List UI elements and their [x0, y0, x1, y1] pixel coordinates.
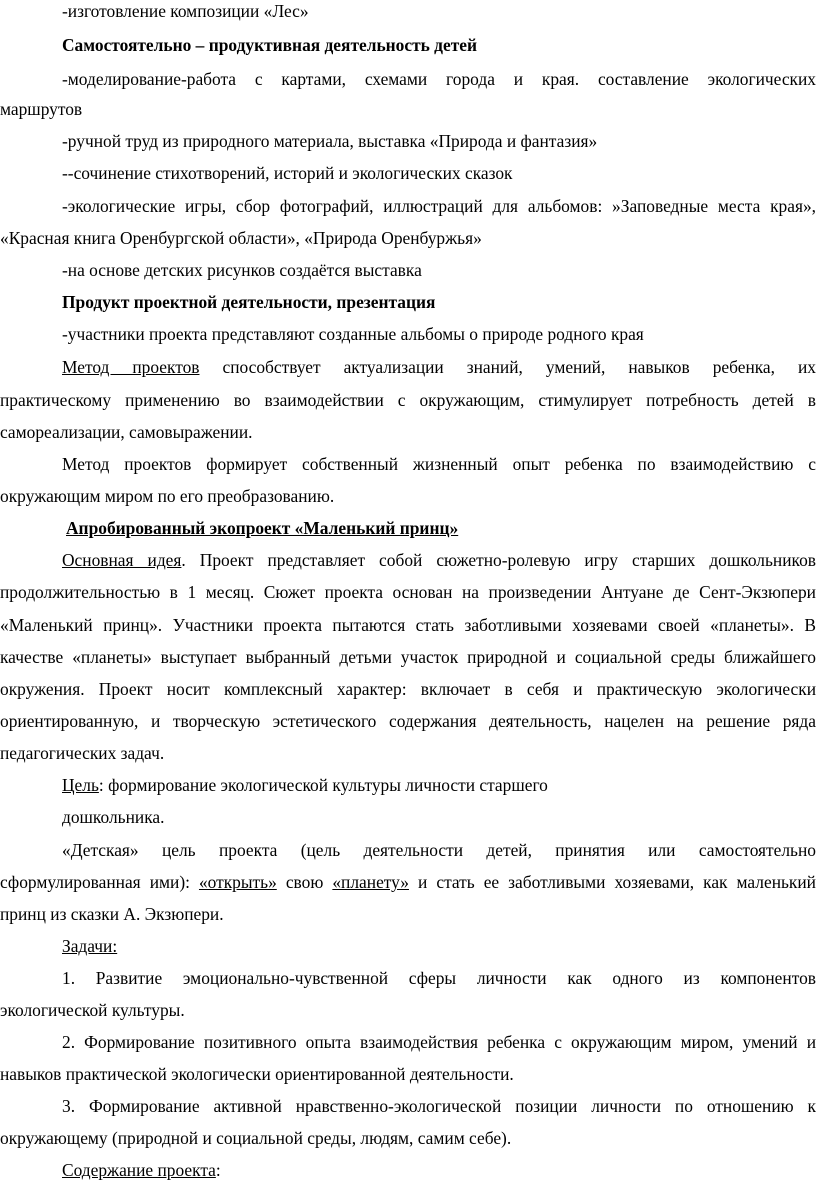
underlined-term: Задачи:	[62, 936, 118, 956]
text-span: дошкольника.	[62, 807, 165, 827]
text-line	[0, 323, 816, 345]
text-line	[0, 453, 816, 475]
text-span: окружающим миром по его преобразованию.	[0, 486, 335, 506]
underlined-term: «планету»	[332, 872, 409, 892]
text-line	[0, 1127, 816, 1149]
heading-text: Апробированный экопроект «Маленький принц»	[66, 518, 459, 538]
section-heading	[0, 34, 816, 56]
underlined-term: Цель	[62, 775, 99, 795]
text-line	[0, 485, 816, 507]
text-span: -на основе детских рисунков создаётся выставка	[62, 260, 422, 280]
text-span: -ручной труд из природного материала, выставка «Природа и фантазия»	[62, 131, 598, 151]
text-span: педагогических задач.	[0, 743, 165, 763]
text-span: 2. Формирование позитивного опыта взаимодействия ребенка с окружающим миром, умений и	[62, 1032, 816, 1052]
text-line	[0, 903, 816, 925]
underlined-term: Содержание проекта	[62, 1160, 216, 1180]
text-line	[0, 806, 816, 828]
text-span: и стать ее заботливыми хозяевами, как маленький	[408, 872, 816, 892]
text-span: ориентированную, и творческую эстетического содержания деятельность, нацелен на решение ряда	[0, 711, 816, 731]
underlined-term: «открыть»	[198, 872, 277, 892]
underlined-term: Метод проектов	[62, 357, 200, 377]
text-line	[0, 421, 816, 443]
section-heading	[0, 291, 816, 313]
text-line	[0, 839, 816, 861]
text-line	[0, 614, 816, 636]
text-line	[0, 130, 816, 152]
text-span: навыков практической экологически ориентированной деятельности.	[0, 1064, 514, 1084]
underlined-term: Основная идея	[62, 550, 182, 570]
text-span: практическому применению во взаимодействии с окружающим, стимулирует потребность детей в	[0, 390, 816, 410]
text-line	[0, 581, 816, 603]
text-line	[0, 227, 816, 249]
text-span: 1. Развитие эмоционально-чувственной сферы личности как одного из компонентов	[62, 968, 816, 988]
text-span: маршрутов	[0, 99, 83, 119]
text-line	[0, 1159, 816, 1181]
text-span: . Проект представляет собой сюжетно-ролевую игру старших дошкольников	[181, 550, 816, 570]
text-line	[0, 967, 816, 989]
text-span: принц из сказки А. Экзюпери.	[0, 904, 224, 924]
text-span: окружающему (природной и социальной среды, людям, самим себе).	[0, 1128, 512, 1148]
text-line	[0, 259, 816, 281]
text-line	[0, 646, 816, 668]
text-span: --сочинение стихотворений, историй и экологических сказок	[62, 163, 513, 183]
text-span: -экологические игры, сбор фотографий, иллюстраций для альбомов: »Заповедные места края»,	[62, 196, 816, 216]
text-line	[0, 678, 816, 700]
text-line	[0, 68, 816, 90]
text-line	[0, 0, 816, 22]
heading-text: Самостоятельно – продуктивная деятельность детей	[62, 35, 477, 55]
text-line	[0, 1095, 816, 1117]
text-line	[0, 549, 816, 571]
text-line	[0, 162, 816, 184]
text-span: способствует актуализации знаний, умений, навыков ребенка, их	[199, 357, 816, 377]
text-span: Метод проектов формирует собственный жизненный опыт ребенка по взаимодействию с	[62, 454, 816, 474]
text-span: -участники проекта представляют созданные альбомы о природе родного края	[62, 324, 644, 344]
text-line	[0, 356, 816, 378]
text-span: продолжительностью в 1 месяц. Сюжет проекта основан на произведении Антуане де Сент-Экзюпери	[0, 582, 816, 602]
text-span: сформулированная ими):	[0, 872, 199, 892]
text-span: :	[215, 1160, 221, 1180]
text-span: «Детская» цель проекта (цель деятельности детей, принятия или самостоятельно	[62, 840, 816, 860]
text-span: -изготовление композиции «Лес»	[62, 1, 309, 21]
text-line	[0, 1031, 816, 1053]
text-span: -моделирование-работа с картами, схемами города и края. составление экологических	[62, 69, 816, 89]
text-line	[0, 774, 816, 796]
text-line	[0, 871, 816, 893]
text-span: окружения. Проект носит комплексный характер: включает в себя и практическую экологически	[0, 679, 816, 699]
project-heading	[0, 517, 816, 539]
text-span: «Красная книга Оренбургской области», «Природа Оренбуржья»	[0, 228, 482, 248]
text-span: экологической культуры.	[0, 1000, 185, 1020]
text-span: «Маленький принц». Участники проекта пытаются стать заботливыми хозяевами своей «планеты». В	[0, 615, 816, 635]
text-span: : формирование экологической культуры личности старшего	[98, 775, 548, 795]
text-span: 3. Формирование активной нравственно-экологической позиции личности по отношению к	[62, 1096, 816, 1116]
text-line	[0, 935, 816, 957]
heading-text: Продукт проектной деятельности, презентация	[62, 292, 436, 312]
text-line	[0, 1063, 816, 1085]
text-line	[0, 742, 816, 764]
text-span: свою	[276, 872, 333, 892]
text-line	[0, 98, 816, 120]
text-line	[0, 999, 816, 1021]
text-span: качестве «планеты» выступает выбранный детьми участок природной и социальной среды ближайшего	[0, 647, 816, 667]
text-span: самореализации, самовыражении.	[0, 422, 253, 442]
text-line	[0, 710, 816, 732]
text-line	[0, 389, 816, 411]
text-line	[0, 195, 816, 217]
